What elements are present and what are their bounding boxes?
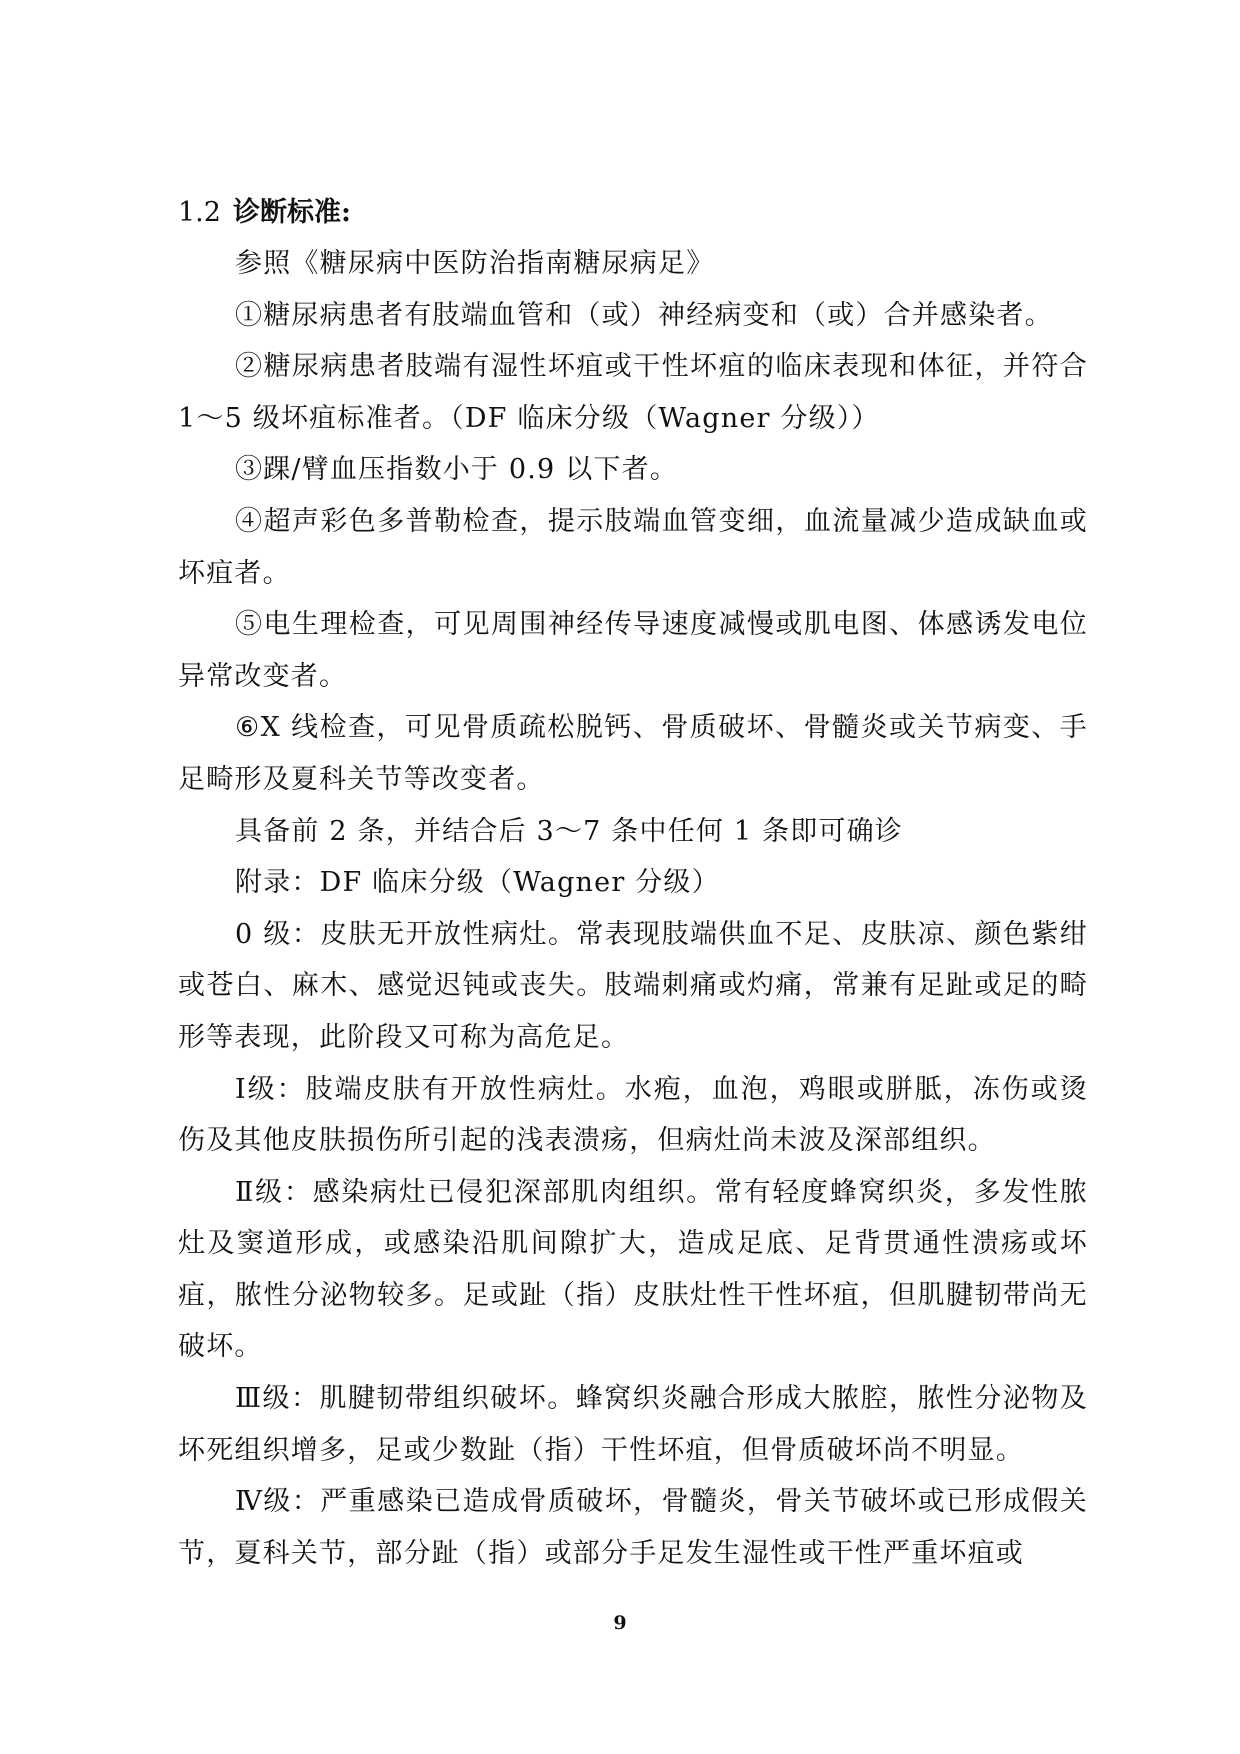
page-number: 9 — [613, 1612, 627, 1634]
paragraph-criterion-6: ⑥X 线检查，可见骨质疏松脱钙、骨质破坏、骨髓炎或关节病变、手足畸形及夏科关节等改变者。 — [178, 712, 1088, 795]
paragraph-criterion-3: ③踝/臂血压指数小于 0.9 以下者。 — [235, 454, 679, 486]
paragraph-grade-1: Ⅰ级：肢端皮肤有开放性病灶。水疱，血泡，鸡眼或胼胝，冻伤或烫伤及其他皮肤损伤所引起的浅表溃疡，但病灶尚未波及深部组织。 — [178, 1073, 1088, 1157]
paragraph-criterion-2: ②糖尿病患者肢端有湿性坏疽或干性坏疽的临床表现和体征，并符合 1～5 级坏疽标准者。（DF 临床分级（Wagner 分级）） — [178, 351, 1088, 434]
paragraph-criterion-1: ①糖尿病患者有肢端血管和（或）神经病变和（或）合并感染者。 — [235, 299, 1053, 331]
paragraph-grade-0: 0 级：皮肤无开放性病灶。常表现肢端供血不足、皮肤凉、颜色紫绀或苍白、麻木、感觉迟钝或丧失。肢端刺痛或灼痛，常兼有足趾或足的畸形等表现，此阶段又可称为高危足。 — [178, 918, 1088, 1053]
section-heading — [178, 193, 351, 233]
paragraph-grade-2: Ⅱ级：感染病灶已侵犯深部肌肉组织。常有轻度蜂窝织炎，多发性脓灶及窦道形成，或感染沿肌间隙扩大，造成足底、足背贯通性溃疡或坏疽，脓性分泌物较多。足或趾（指）皮肤灶性干性坏疽，但肌腱韧带尚无破坏。 — [178, 1176, 1088, 1363]
paragraph-appendix-title: 附录：DF 临床分级（Wagner 分级） — [235, 867, 720, 899]
body-text — [178, 238, 1088, 1579]
section-number: 1.2 — [178, 197, 221, 228]
paragraph-diagnosis-rule: 具备前 2 条，并结合后 3～7 条中任何 1 条即可确诊 — [235, 815, 904, 847]
paragraph-reference: 参照《糖尿病中医防治指南糖尿病足》 — [235, 248, 715, 279]
section-title: 诊断标准: — [232, 197, 351, 228]
paragraph-grade-4: Ⅳ级：严重感染已造成骨质破坏，骨髓炎，骨关节破坏或已形成假关节，夏科关节，部分趾（指）或部分手足发生湿性或干性严重坏疽或 — [178, 1486, 1088, 1569]
paragraph-criterion-4: ④超声彩色多普勒检查，提示肢端血管变细，血流量减少造成缺血或坏疽者。 — [178, 505, 1088, 589]
paragraph-criterion-5: ⑤电生理检查，可见周围神经传导速度减慢或肌电图、体感诱发电位异常改变者。 — [178, 609, 1088, 692]
paragraph-grade-3: Ⅲ级：肌腱韧带组织破坏。蜂窝织炎融合形成大脓腔，脓性分泌物及坏死组织增多，足或少数趾（指）干性坏疽，但骨质破坏尚不明显。 — [178, 1383, 1088, 1466]
